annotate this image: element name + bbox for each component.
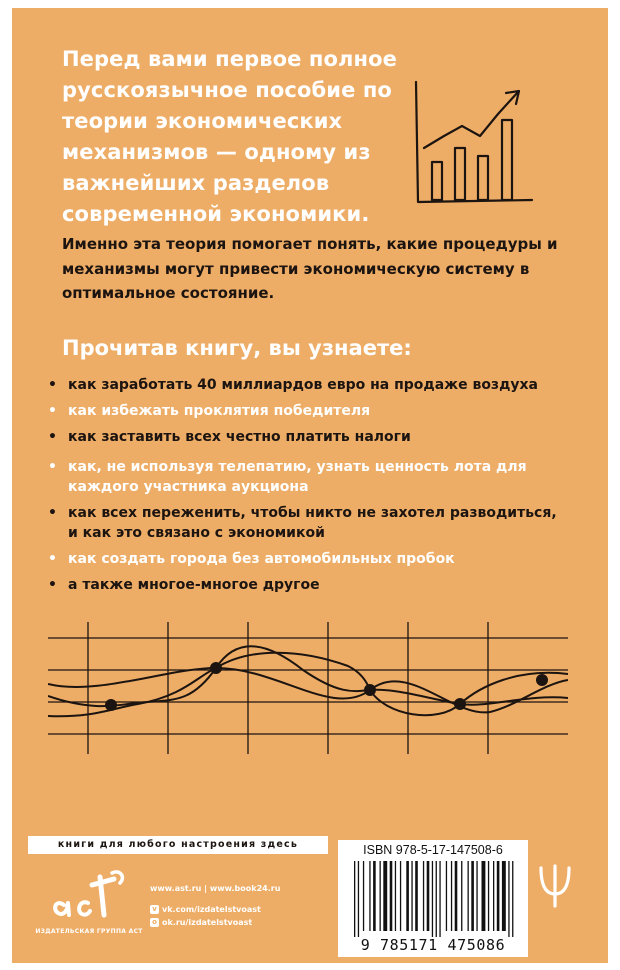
crossing-curves-illustration	[48, 608, 568, 758]
barcode	[350, 861, 516, 937]
ok-link[interactable]	[150, 916, 280, 929]
learn-item: • как всех переженить, чтобы никто не захотел разводиться, и как это связано с экономикой	[48, 503, 568, 543]
intro-text: Перед вами первое полное русскоязычное пособие по теории экономических механизмов — одному из важнейших разделов современной экономики.	[62, 47, 397, 226]
learn-item: • как заработать 40 миллиардов евро на продаже воздуха	[48, 375, 588, 395]
lead-paragraph: Именно эта теория помогает понять, какие процедуры и механизмы могут привести экономическую систему в оптимальное состояние.	[62, 235, 558, 302]
learn-item: • как, не используя телепатию, узнать ценность лота для каждого участника аукциона	[48, 457, 528, 497]
vk-link-text: vk.com/izdatelstvoast	[162, 905, 261, 914]
tagline-banner: книги для любого настроения здесь	[28, 836, 328, 854]
bar-chart-trend-icon	[400, 76, 540, 216]
learn-item: • а также многое-многое другое	[48, 575, 588, 595]
ast-logo	[34, 865, 144, 935]
vk-link[interactable]	[150, 903, 280, 916]
learn-list	[48, 375, 588, 601]
ast-logo-text: ИЗДАТЕЛЬСКАЯ ГРУППА АСТ	[35, 928, 143, 935]
learn-heading: Прочитав книгу, вы узнаете:	[62, 336, 412, 360]
learn-item: • как создать города без автомобильных пробок	[48, 549, 588, 569]
learn-item: • как заставить всех честно платить налоги	[48, 427, 588, 447]
vk-icon: v	[150, 905, 159, 914]
psi-logo-icon	[538, 864, 572, 908]
isbn-label: ISBN 978-5-17-147508-6	[363, 843, 503, 857]
publisher-links	[150, 882, 280, 929]
isbn-barcode-box	[338, 840, 528, 957]
ok-icon: o	[150, 918, 159, 927]
barcode-number: 9 785171 475086	[360, 936, 506, 954]
ok-link-text: ok.ru/izdatelstvoast	[162, 918, 253, 927]
website-links: www.ast.ru | www.book24.ru	[150, 884, 281, 893]
book-back-cover	[12, 8, 608, 963]
learn-item: • как избежать проклятия победителя	[48, 401, 588, 421]
